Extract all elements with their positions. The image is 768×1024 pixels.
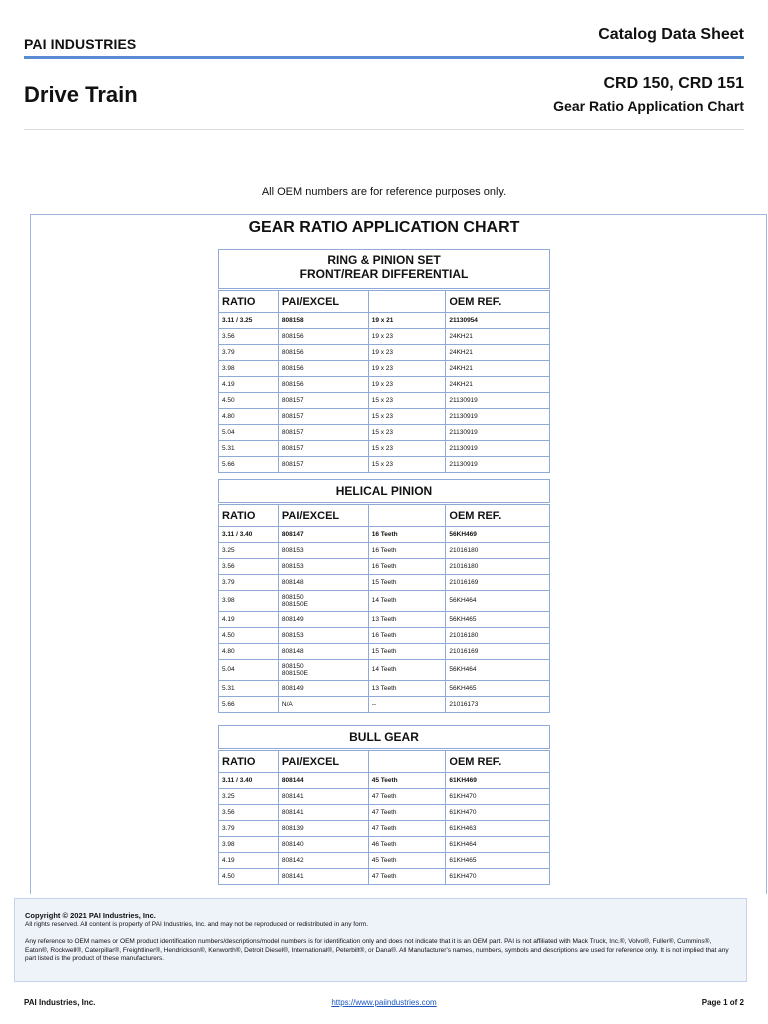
section-line-1: BULL GEAR <box>349 730 419 744</box>
table-cell: 45 Teeth <box>368 773 446 789</box>
table-cell: 13 Teeth <box>368 681 446 697</box>
table-cell: 5.31 <box>219 441 279 457</box>
table-cell: 4.19 <box>219 377 279 393</box>
column-header: OEM REF. <box>446 751 550 773</box>
gear-table <box>218 504 550 713</box>
table-cell: 808141 <box>278 805 368 821</box>
table-cell: 56KH464 <box>446 660 550 681</box>
table-cell: 61KH470 <box>446 869 550 885</box>
column-header: OEM REF. <box>446 291 550 313</box>
table-row <box>219 612 550 628</box>
table-cell: 21130919 <box>446 457 550 473</box>
column-header: PAI/EXCEL <box>278 505 368 527</box>
table-cell: 16 Teeth <box>368 543 446 559</box>
table-cell: 808156 <box>278 329 368 345</box>
table-row <box>219 591 550 612</box>
column-header <box>368 291 446 313</box>
table-row <box>219 644 550 660</box>
column-header: RATIO <box>219 505 279 527</box>
table-cell: 3.11 / 3.25 <box>219 313 279 329</box>
table-cell: 61KH469 <box>446 773 550 789</box>
table-cell: 16 Teeth <box>368 628 446 644</box>
table-cell: 808157 <box>278 425 368 441</box>
table-cell: 808149 <box>278 612 368 628</box>
table-cell: 61KH465 <box>446 853 550 869</box>
table-cell: 15 x 23 <box>368 441 446 457</box>
gear-table <box>218 290 550 473</box>
table-header-row <box>219 751 550 773</box>
table-cell: 808156 <box>278 377 368 393</box>
table-cell: 45 Teeth <box>368 853 446 869</box>
doc-type: Catalog Data Sheet <box>598 26 744 43</box>
section-line-2: FRONT/REAR DIFFERENTIAL <box>299 267 469 281</box>
table-cell: 4.19 <box>219 612 279 628</box>
header-divider <box>24 56 744 59</box>
table-cell: 61KH470 <box>446 805 550 821</box>
title-divider <box>24 129 744 130</box>
model-numbers: CRD 150, CRD 151 <box>603 75 744 92</box>
table-row <box>219 329 550 345</box>
table-cell: 3.25 <box>219 543 279 559</box>
table-cell: 808148 <box>278 575 368 591</box>
table-cell: 3.56 <box>219 805 279 821</box>
table-cell: 21130919 <box>446 425 550 441</box>
table-cell: 5.31 <box>219 681 279 697</box>
table-cell: 24KH21 <box>446 361 550 377</box>
column-header: OEM REF. <box>446 505 550 527</box>
reference-note: All OEM numbers are for reference purposes only. <box>261 186 507 198</box>
table-cell: 21130919 <box>446 441 550 457</box>
table-cell: 3.56 <box>219 329 279 345</box>
table-cell: 4.80 <box>219 644 279 660</box>
section-line-1: RING & PINION SET <box>327 253 441 267</box>
table-cell: 56KH469 <box>446 527 550 543</box>
copyright-text: Copyright © 2021 PAI Industries, Inc. <box>25 911 156 920</box>
table-row <box>219 543 550 559</box>
table-cell: 61KH470 <box>446 789 550 805</box>
table-header-row <box>219 505 550 527</box>
table-cell: 56KH464 <box>446 591 550 612</box>
table-cell: 3.79 <box>219 345 279 361</box>
table-cell: 21016169 <box>446 575 550 591</box>
table-row <box>219 559 550 575</box>
table-cell: 19 x 21 <box>368 313 446 329</box>
table-cell: 46 Teeth <box>368 837 446 853</box>
table-cell: 3.98 <box>219 591 279 612</box>
table-cell: 47 Teeth <box>368 869 446 885</box>
table-cell: 808150 808150E <box>278 591 368 612</box>
table-cell: 21130954 <box>446 313 550 329</box>
table-cell: 21130919 <box>446 409 550 425</box>
table-row <box>219 361 550 377</box>
page-number: Page 1 of 2 <box>701 998 744 1007</box>
table-header-row <box>219 291 550 313</box>
table-row <box>219 773 550 789</box>
table-cell: 56KH465 <box>446 612 550 628</box>
table-cell: 15 x 23 <box>368 393 446 409</box>
table-cell: -- <box>368 697 446 713</box>
table-cell: N/A <box>278 697 368 713</box>
website-link[interactable]: https://www.paiindustries.com <box>331 998 437 1007</box>
section-line-1: HELICAL PINION <box>335 484 433 498</box>
table-row <box>219 393 550 409</box>
table-cell: 3.98 <box>219 837 279 853</box>
table-cell: 4.50 <box>219 628 279 644</box>
table-row <box>219 660 550 681</box>
table-cell: 19 x 23 <box>368 329 446 345</box>
table-cell: 808157 <box>278 409 368 425</box>
table-row <box>219 837 550 853</box>
chart-title: GEAR RATIO APPLICATION CHART <box>248 219 520 236</box>
column-header <box>368 751 446 773</box>
table-cell: 3.25 <box>219 789 279 805</box>
table-cell: 21016173 <box>446 697 550 713</box>
table-cell: 3.11 / 3.40 <box>219 773 279 789</box>
page-title: Drive Train <box>24 82 138 107</box>
table-cell: 808148 <box>278 644 368 660</box>
table-cell: 15 Teeth <box>368 644 446 660</box>
footer-company: PAI Industries, Inc. <box>24 998 96 1007</box>
table-cell: 61KH464 <box>446 837 550 853</box>
table-row <box>219 789 550 805</box>
table-cell: 808157 <box>278 393 368 409</box>
table-row <box>219 441 550 457</box>
table-row <box>219 821 550 837</box>
column-header: PAI/EXCEL <box>278 751 368 773</box>
table-cell: 5.04 <box>219 660 279 681</box>
table-cell: 808153 <box>278 559 368 575</box>
table-cell: 21130919 <box>446 393 550 409</box>
table-cell: 808139 <box>278 821 368 837</box>
legal-footer <box>14 898 747 982</box>
table-row <box>219 345 550 361</box>
table-cell: 16 Teeth <box>368 527 446 543</box>
table-row <box>219 313 550 329</box>
table-cell: 5.66 <box>219 457 279 473</box>
page-subtitle: Gear Ratio Application Chart <box>553 98 744 114</box>
table-cell: 21016180 <box>446 543 550 559</box>
table-cell: 47 Teeth <box>368 789 446 805</box>
table-section-heading <box>218 249 550 289</box>
table-cell: 15 x 23 <box>368 425 446 441</box>
table-cell: 5.66 <box>219 697 279 713</box>
table-cell: 56KH465 <box>446 681 550 697</box>
table-cell: 3.79 <box>219 575 279 591</box>
table-row <box>219 805 550 821</box>
table-cell: 15 x 23 <box>368 457 446 473</box>
table-cell: 808144 <box>278 773 368 789</box>
table-cell: 19 x 23 <box>368 377 446 393</box>
column-header: PAI/EXCEL <box>278 291 368 313</box>
table-cell: 47 Teeth <box>368 821 446 837</box>
table-cell: 808153 <box>278 543 368 559</box>
table-cell: 13 Teeth <box>368 612 446 628</box>
gear-table <box>218 750 550 885</box>
rights-text: All rights reserved. All content is property of PAI Industries, Inc. and may not be reproduced or redistributed in any form. <box>25 921 369 929</box>
table-row <box>219 457 550 473</box>
table-cell: 15 Teeth <box>368 575 446 591</box>
table-cell: 47 Teeth <box>368 805 446 821</box>
table-cell: 4.80 <box>219 409 279 425</box>
table-row <box>219 527 550 543</box>
table-cell: 808149 <box>278 681 368 697</box>
table-cell: 3.56 <box>219 559 279 575</box>
table-cell: 808141 <box>278 869 368 885</box>
table-cell: 4.50 <box>219 393 279 409</box>
table-cell: 808142 <box>278 853 368 869</box>
table-cell: 16 Teeth <box>368 559 446 575</box>
disclaimer-text: Any reference to OEM names or OEM product identification numbers/descriptions/model numbers is for identification only and does not indicate that it is an OEM part. PAI is not affiliated with Mack Truck, Inc.®, Volvo®, Fuller®, Cummins®, Eaton®, Rockwell®, Caterpillar®, Freightliner®, Hendrickson®, Kenworth®, Detroit Diesel®, International®, Peterbilt®, or Dana®. All Manufacturer's names, numbers, symbols and descriptions are used for reference only. It is not implied that any part listed is the product of these manufacturers. <box>25 937 729 963</box>
table-cell: 3.79 <box>219 821 279 837</box>
table-row <box>219 853 550 869</box>
table-cell: 21016180 <box>446 559 550 575</box>
table-row <box>219 628 550 644</box>
table-cell: 808156 <box>278 361 368 377</box>
table-row <box>219 697 550 713</box>
table-section-heading <box>218 725 550 749</box>
table-cell: 808150 808150E <box>278 660 368 681</box>
table-cell: 61KH463 <box>446 821 550 837</box>
table-cell: 5.04 <box>219 425 279 441</box>
company-logo: PAI INDUSTRIES <box>24 36 137 52</box>
table-cell: 24KH21 <box>446 377 550 393</box>
table-row <box>219 409 550 425</box>
table-cell: 808140 <box>278 837 368 853</box>
table-cell: 808156 <box>278 345 368 361</box>
table-cell: 15 x 23 <box>368 409 446 425</box>
column-header: RATIO <box>219 751 279 773</box>
table-cell: 808153 <box>278 628 368 644</box>
table-row <box>219 575 550 591</box>
table-section-heading <box>218 479 550 503</box>
table-cell: 21016169 <box>446 644 550 660</box>
table-cell: 4.19 <box>219 853 279 869</box>
table-cell: 21016180 <box>446 628 550 644</box>
table-cell: 808158 <box>278 313 368 329</box>
table-cell: 808141 <box>278 789 368 805</box>
table-cell: 19 x 23 <box>368 345 446 361</box>
column-header: RATIO <box>219 291 279 313</box>
table-cell: 3.11 / 3.40 <box>219 527 279 543</box>
table-cell: 14 Teeth <box>368 591 446 612</box>
table-cell: 24KH21 <box>446 329 550 345</box>
table-row <box>219 425 550 441</box>
table-cell: 14 Teeth <box>368 660 446 681</box>
table-cell: 808157 <box>278 457 368 473</box>
footer-link-wrap <box>0 998 768 1007</box>
column-header <box>368 505 446 527</box>
table-row <box>219 681 550 697</box>
table-cell: 808147 <box>278 527 368 543</box>
table-cell: 24KH21 <box>446 345 550 361</box>
table-cell: 3.98 <box>219 361 279 377</box>
table-cell: 808157 <box>278 441 368 457</box>
table-cell: 4.50 <box>219 869 279 885</box>
table-cell: 19 x 23 <box>368 361 446 377</box>
table-row <box>219 377 550 393</box>
table-row <box>219 869 550 885</box>
